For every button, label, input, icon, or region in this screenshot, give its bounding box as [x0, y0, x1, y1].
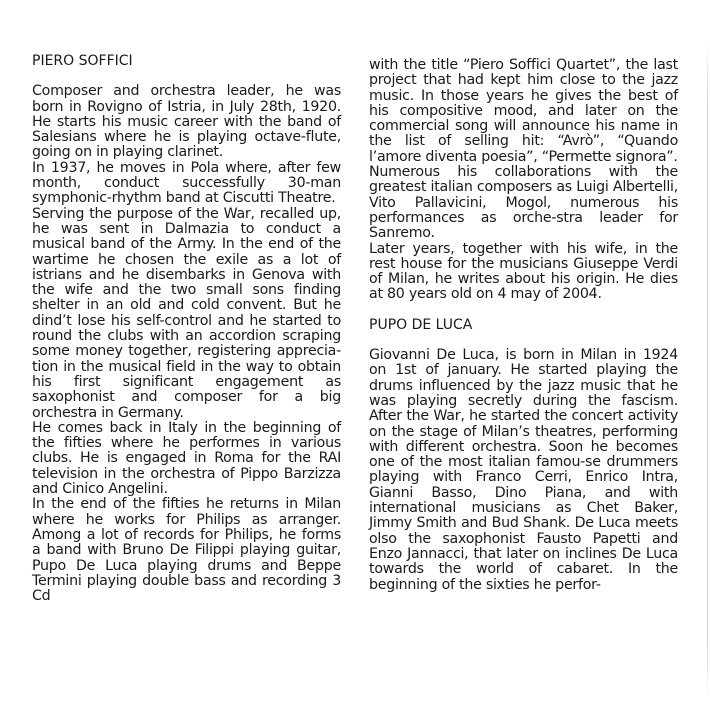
paragraph: In the end of the fifties he returns in Milan where he works for Philips as arranger. Among a lot of records for Philips, he forms a band with Bruno De Filippi playing guitar, Pupo De Luca playing drums and Beppe Termini playing double bass and recording 3 Cd [32, 496, 341, 605]
right-column [369, 58, 678, 593]
paragraph: with the title “Piero Soffici Quartet”, the last project that had kept him close to the jazz music. In those years he gives the best of his compositive mood, and later on the commercial song will announce his name in the list of selling hit: “Avrò”, “Quando l’amore diventa poesia”, “Permette signora”. [369, 57, 678, 165]
paragraph: Giovanni De Luca, is born in Milan in 1924 on 1st of january. He started playing the drums influenced by the jazz music that he was playing secretly during the fascism. After the War, he started the concert activity on the stage of Milan’s theatres, performing with different orchestra. Soon he becomes one of the most italian famou-se drummers playing with Franco Cerri, Enrico Intra, Gianni Basso, Dino Piana, and with international musicians as Chet Baker, Jimmy Smith and Bud Shank. De Luca meets olso the saxophonist Fausto Papetti and Enzo Jannacci, that later on inclines De Luca towards the world of cabaret. In the beginning of the sixties he perfor- [369, 347, 678, 593]
section-heading-pupo-de-luca: PUPO DE LUCA [369, 316, 473, 333]
paragraph: Serving the purpose of the War, recalled up, he was sent in Dalmazia to conduct a musical band of the Army. In the end of the wartime he chosen the exile as a lot of istrians and he disembarks in Genova with the wife and the two small sons finding shelter in an old and cold convent. But he dind’t lose his self-control and he started to round the clubs with an accordion scraping some money together, registering apprecia-tion in the musical field in the way to obtain his first significant engagement as saxophonist and composer for a big orchestra in Germany. [32, 205, 341, 421]
page-edge-line [707, 40, 708, 700]
paragraph: Later years, together with his wife, in the rest house for the musicians Giuseppe Verdi of Milan, he writes about his origin. He dies at 80 years old on 4 may of 2004. [369, 240, 678, 303]
section-heading-piero-soffici: PIERO SOFFICI [32, 53, 133, 69]
paragraph: In 1937, he moves in Pola where, after few month, conduct successfully 30-man symphonic-rhythm band at Ciscutti Theatre. [32, 159, 341, 207]
left-column [32, 54, 341, 604]
paragraph: He comes back in Italy in the beginning of the fifties where he performes in various clubs. He is engaged in Roma for the RAI television in the orchestra of Pippo Barzizza and Cinico Angelini. [32, 419, 341, 498]
paragraph: Composer and orchestra leader, he was born in Rovigno of Istria, in July 28th, 1920. He starts his music career with the band of Salesians where he is playing octave-flute, going on in playing clarinet. [32, 83, 341, 161]
paragraph: Numerous his collaborations with the greatest italian composers as Luigi Albertelli, Vito Pallavicini, Mogol, numerous his performances as orche-stra leader for Sanremo. [369, 164, 678, 242]
